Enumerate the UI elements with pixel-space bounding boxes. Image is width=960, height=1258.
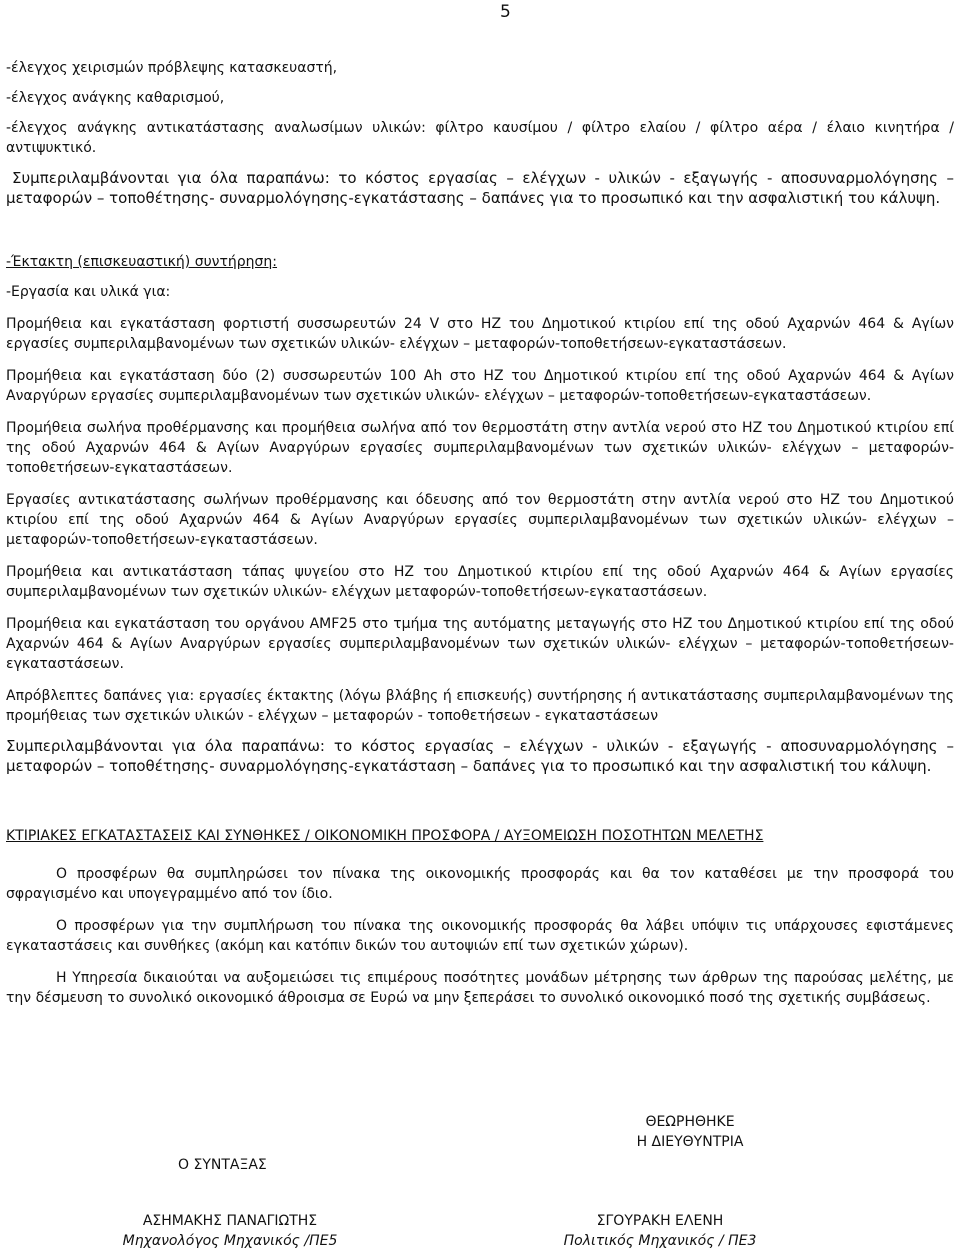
intro-line-1: -έλεγχος χειρισμών πρόβλεψης κατασκευαστή, bbox=[6, 60, 338, 76]
intro-line-2: -έλεγχος ανάγκης καθαρισμού, bbox=[6, 90, 225, 106]
reviewed-block bbox=[590, 1112, 790, 1152]
author-label: Ο ΣΥΝΤΑΞΑΣ bbox=[178, 1157, 267, 1173]
intro-line-3: -έλεγχος ανάγκης αντικατάστασης αναλωσίμων υλικών: φίλτρο καυσίμου / φίλτρο ελαίου / φίλτρο αέρα / έλαιο κινητήρα / αντιψυκτικό. bbox=[6, 120, 954, 156]
emergency-item: Προμήθεια και εγκατάσταση δύο (2) συσσωρευτών 100 Ah στο ΗΖ του Δημοτικού κτιρίου επί της οδού Αχαρνών 464 & Αγίων Αναργύρων εργασίες συμπεριλαμβανομένων των σχετικών υλικών- ελέγχων – μεταφορών-τοποθετήσεων-εγκαταστάσεων. bbox=[6, 368, 954, 404]
author-name: ΑΣΗΜΑΚΗΣ ΠΑΝΑΓΙΩΤΗΣ bbox=[142, 1213, 318, 1229]
section-heading: ΚΤΙΡΙΑΚΕΣ ΕΓΚΑΤΑΣΤΑΣΕΙΣ ΚΑΙ ΣΥΝΘΗΚΕΣ / ΟΙΚΟΝΟΜΙΚΗ ΠΡΟΣΦΟΡΑ / ΑΥΞΟΜΕΙΩΣΗ ΠΟΣΟΤΗΤΩΝ ΜΕΛΕΤΗΣ bbox=[6, 828, 764, 844]
author-signature-block bbox=[110, 1211, 350, 1251]
section-paragraph-3: Η Υπηρεσία δικαιούται να αυξομειώσει τις επιμέρους ποσότητες μονάδων μέτρησης των άρθρων της παρούσας μελέτης, με την δέσμευση το συνολικό οικονομικό άθροισμα σε Ευρώ να μην ξεπεράσει το συνολικό οικονομικό ποσό της σχετικής συμβάσεως. bbox=[6, 970, 954, 1006]
reviewed-label: ΘΕΩΡΗΘΗΚΕ bbox=[645, 1114, 735, 1130]
author-title: Μηχανολόγος Μηχανικός /ΠΕ5 bbox=[122, 1233, 338, 1249]
emergency-item: Απρόβλεπτες δαπάνες για: εργασίες έκτακτης (λόγω βλάβης ή επισκευής) συντήρησης ή αντικατάστασης συμπεριλαμβανομένων της προμήθειας των σχετικών υλικών - ελέγχων – μεταφορών - τοποθετήσεων - εγκαταστάσεων bbox=[6, 688, 954, 724]
director-name: ΣΓΟΥΡΑΚΗ ΕΛΕΝΗ bbox=[596, 1213, 724, 1229]
emergency-item: Προμήθεια και αντικατάσταση τάπας ψυγείου στο ΗΖ του Δημοτικού κτιρίου επί της οδού Αχαρνών 464 & Αγίων εργασίες συμπεριλαμβανομένων των σχετικών υλικών- ελέγχων μεταφορών-τοποθετήσεων-εγκαταστάσεων. bbox=[6, 564, 954, 600]
section-paragraph-1: Ο προσφέρων θα συμπληρώσει τον πίνακα της οικονομικής προσφοράς και θα τον καταθέσει με την προσφορά του σφραγισμένο και υπογεγραμμένο από τον ίδιο. bbox=[6, 866, 954, 902]
document-body bbox=[6, 58, 954, 1008]
emergency-subheading: -Εργασία και υλικά για: bbox=[6, 284, 171, 300]
emergency-item: Εργασίες αντικατάστασης σωλήνων προθέρμανσης και όδευσης από τον θερμοστάτη στην αντλία νερού στο ΗΖ του Δημοτικού κτιρίου επί της οδού Αχαρνών 464 & Αγίων Αναργύρων εργασίες συμπεριλαμβανομένων των σχετικών υλικών- ελέγχων – μεταφορών-τοποθετήσεων-εγκαταστάσεων. bbox=[6, 492, 954, 548]
director-title: Πολιτικός Μηχανικός / ΠΕ3 bbox=[563, 1233, 757, 1249]
emergency-item: Προμήθεια και εγκατάσταση του οργάνου AMF25 στο τμήμα της αυτόματης μεταγωγής στο ΗΖ του Δημοτικού κτιρίου επί της οδού Αχαρνών 464 & Αγίων Αναργύρων εργασίες συμπεριλαμβανομένων των σχετικών υλικών- ελέγχων – μεταφορών-τοποθετήσεων-εγκαταστάσεων. bbox=[6, 616, 954, 672]
section-paragraph-2: Ο προσφέρων για την συμπλήρωση του πίνακα της οικονομικής προσφοράς θα λάβει υπόψιν τις υπάρχουσες εφιστάμενες εγκαταστάσεις και συνθήκες (ακόμη και κατόπιν δικών του αυτοψιών επί των σχετικών χώρων). bbox=[6, 918, 954, 954]
intro-included: Συμπεριλαμβάνονται για όλα παραπάνω: το κόστος εργασίας – ελέγχων - υλικών - εξαγωγής - αποσυναρμολόγησης – μεταφορών – τοποθέτησης- συναρμολόγησης-εγκατάστασης – δαπάνες για το προσωπικό και την ασφαλιστική του κάλυψη. bbox=[6, 169, 954, 207]
director-label: Η ΔΙΕΥΘΥΝΤΡΙΑ bbox=[636, 1134, 744, 1150]
emergency-item: Προμήθεια και εγκατάσταση φορτιστή συσσωρευτών 24 V στο ΗΖ του Δημοτικού κτιρίου επί της οδού Αχαρνών 464 & Αγίων εργασίες συμπεριλαμβανομένων των σχετικών υλικών- ελέγχων – μεταφορών-τοποθετήσεων-εγκαταστάσεων. bbox=[6, 316, 954, 352]
page-number: 5 bbox=[500, 2, 511, 22]
emergency-item: Προμήθεια σωλήνα προθέρμανσης και προμήθεια σωλήνα από τον θερμοστάτη στην αντλία νερού στο ΗΖ του Δημοτικού κτιρίου επί της οδού Αχαρνών 464 & Αγίων Αναργύρων εργασίες συμπεριλαμβανομένων των σχετικών υλικών- ελέγχων – μεταφορών-τοποθετήσεων-εγκαταστάσεων. bbox=[6, 420, 954, 476]
emergency-included: Συμπεριλαμβάνονται για όλα παραπάνω: το κόστος εργασίας – ελέγχων - υλικών - εξαγωγής - αποσυναρμολόγησης – μεταφορών – τοποθέτησης- συναρμολόγησης-εγκατάσταση – δαπάνες για το προσωπικό και την ασφαλιστική του κάλυψη. bbox=[6, 737, 954, 775]
emergency-heading: -Έκτακτη (επισκευαστική) συντήρηση: bbox=[6, 254, 278, 270]
director-signature-block bbox=[545, 1211, 775, 1251]
